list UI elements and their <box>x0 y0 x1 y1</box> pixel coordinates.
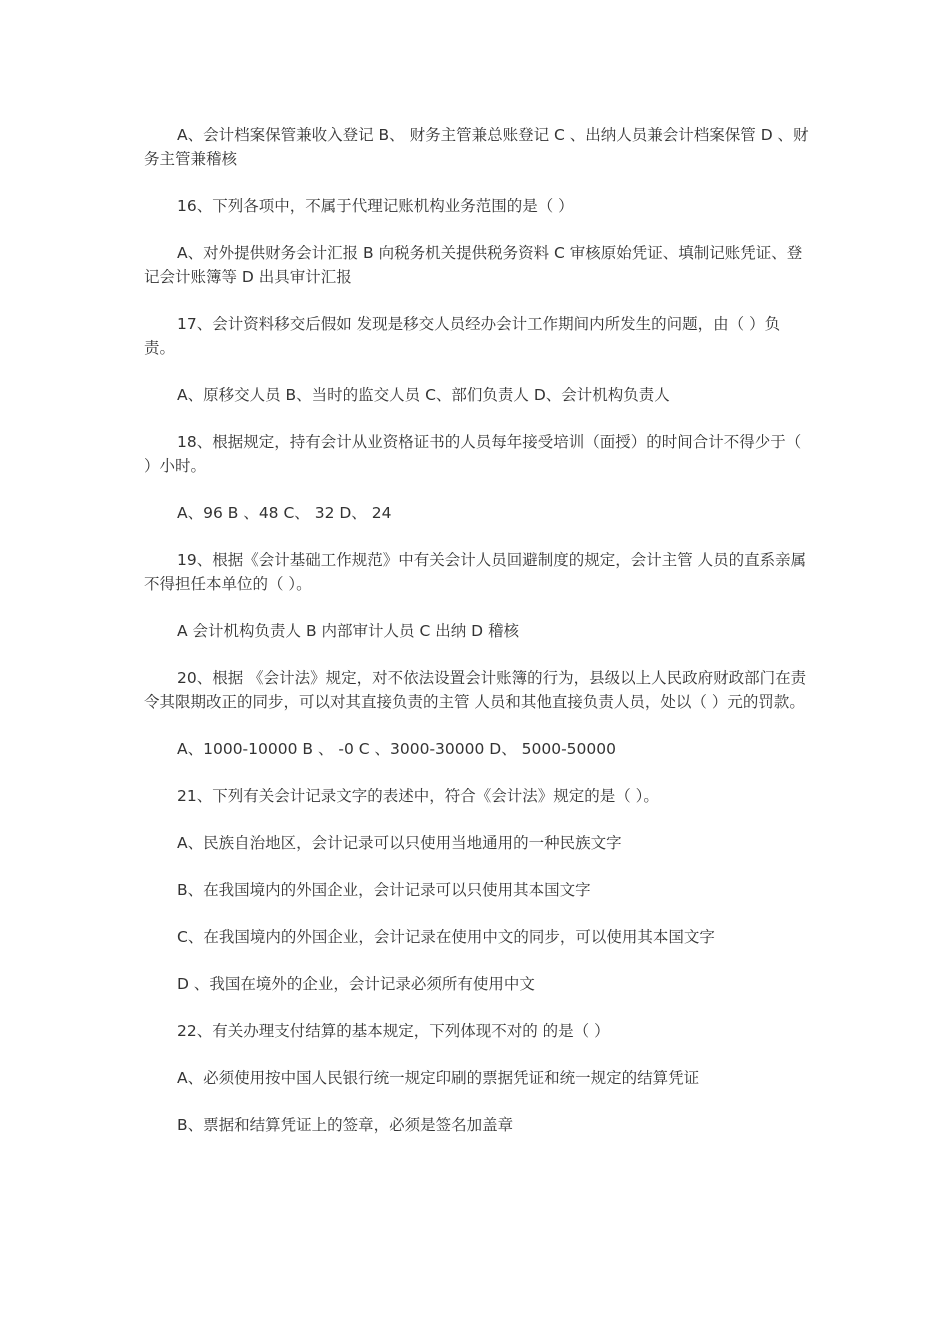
option-line-19: A 会计机构负责人 B 内部审计人员 C 出纳 D 稽核 <box>177 622 519 640</box>
option-22-a: A、必须使用按中国人民银行统一规定印刷的票据凭证和统一规定的结算凭证 <box>177 1069 700 1087</box>
question-20: 20、根据 《会计法》规定，对不依法设置会计账簿的行为，县级以上人民政府财政部门在责令其限期改正的同步，可以对其直接负责的主管 人员和其他直接负责人员，处以（ ）元的罚款。 <box>144 669 807 711</box>
question-19: 19、根据《会计基础工作规范》中有关会计人员回避制度的规定，会计主管 人员的直系亲属不得担任本单位的（ ）。 <box>144 551 807 593</box>
option-21-d: D 、我国在境外的企业，会计记录必须所有使用中文 <box>177 975 535 993</box>
question-17: 17、会计资料移交后假如 发现是移交人员经办会计工作期间内所发生的问题，由（ ）负责。 <box>144 315 781 357</box>
option-line-16: A、对外提供财务会计汇报 B 向税务机关提供税务资料 C 审核原始凭证、填制记账凭证、登记会计账簿等 D 出具审计汇报 <box>144 244 803 286</box>
option-21-a: A、民族自治地区，会计记录可以只使用当地通用的一种民族文字 <box>177 834 622 852</box>
option-line-17: A、原移交人员 B、当时的监交人员 C、部们负责人 D、会计机构负责人 <box>177 386 670 404</box>
question-16: 16、下列各项中，不属于代理记账机构业务范围的是（ ） <box>177 197 574 215</box>
question-22: 22、有关办理支付结算的基本规定，下列体现不对的 的是（ ） <box>177 1022 610 1040</box>
option-21-c: C、在我国境内的外国企业，会计记录在使用中文的同步，可以使用其本国文字 <box>177 928 715 946</box>
question-18: 18、根据规定，持有会计从业资格证书的人员每年接受培训（面授）的时间合计不得少于（ ）小时。 <box>144 433 802 475</box>
question-21: 21、下列有关会计记录文字的表述中，符合《会计法》规定的是（ ）。 <box>177 787 659 805</box>
document-page <box>144 123 810 1160</box>
option-line-15: A、会计档案保管兼收入登记 B、 财务主管兼总账登记 C 、出纳人员兼会计档案保管 D 、财务主管兼稽核 <box>144 126 809 168</box>
option-line-20: A、1000-10000 B 、 -0 C 、3000-30000 D、 5000-50000 <box>177 740 616 758</box>
option-line-18: A、96 B 、48 C、 32 D、 24 <box>177 504 392 522</box>
option-22-b: B、票据和结算凭证上的签章，必须是签名加盖章 <box>177 1116 514 1134</box>
option-21-b: B、在我国境内的外国企业，会计记录可以只使用其本国文字 <box>177 881 591 899</box>
